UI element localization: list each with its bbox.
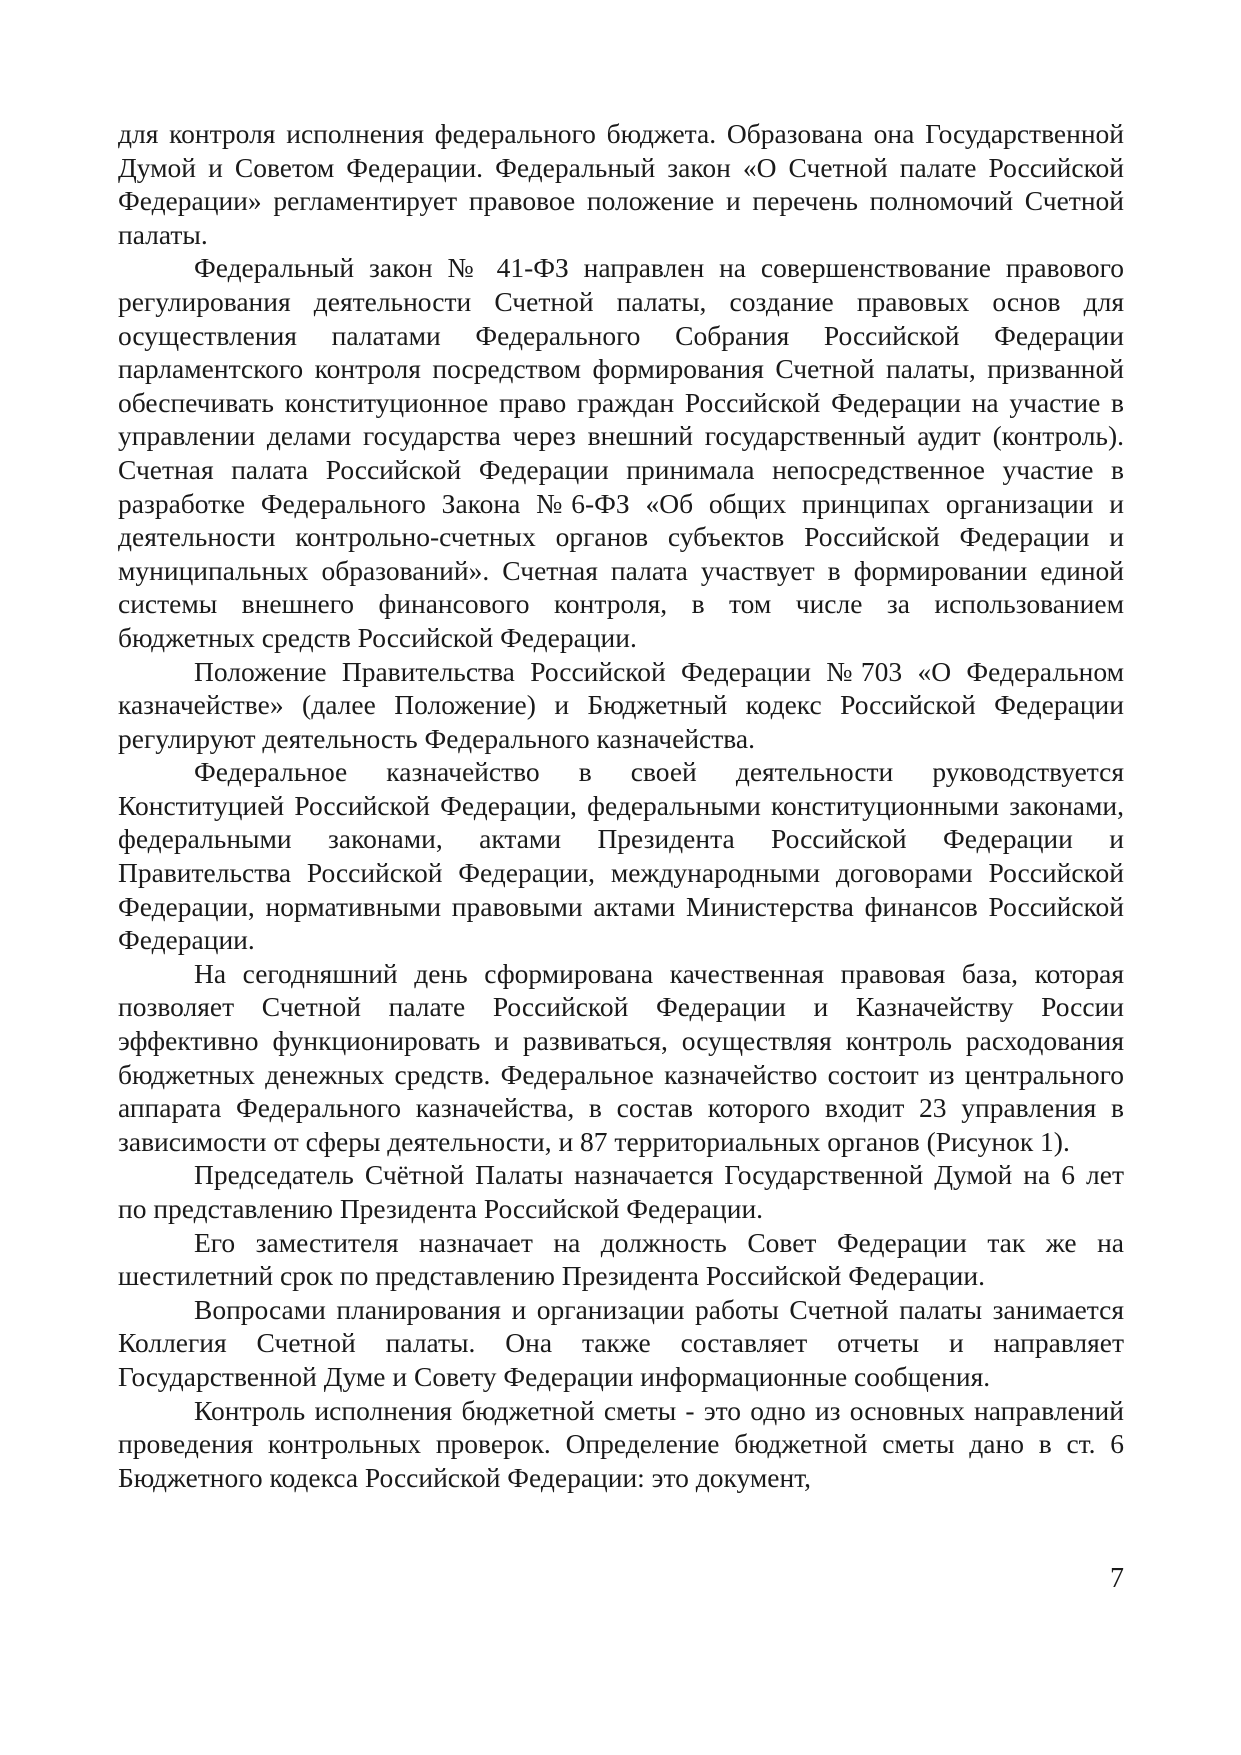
paragraph-4: Федеральное казначейство в своей деятельности руководствуется Конституцией Российской Федерации, федеральными конституционными законами, федеральными законами, актами Президента Российской Федерации и Правительства Российской Федерации, международными договорами Российской Федерации, нормативными правовыми актами Министерства финансов Российской Федерации. (118, 756, 1124, 956)
paragraph-7: Его заместителя назначает на должность Совет Федерации так же на шестилетний срок по представлению Президента Российской Федерации. (118, 1226, 1124, 1292)
paragraph-6: Председатель Счётной Палаты назначается Государственной Думой на 6 лет по представлению Президента Российской Федерации. (118, 1159, 1124, 1224)
paragraph-1: для контроля исполнения федерального бюджета. Образована она Государственной Думой и Советом Федерации. Федеральный закон «О Счетной палате Российской Федерации» регламентирует правовое положение и перечень полномочий Счетной палаты. (118, 118, 1124, 250)
paragraph-3: Положение Правительства Российской Федерации №703 «О Федеральном казначействе» (далее Положение) и Бюджетный кодекс Российской Федерации регулируют деятельность Федерального казначейства. (118, 655, 1124, 754)
paragraph-8: Вопросами планирования и организации работы Счетной палаты занимается Коллегия Счетной палаты. Она также составляет отчеты и направляет Государственной Думе и Совету Федерации информационные сообщения. (118, 1293, 1124, 1392)
page-number: 7 (1110, 1563, 1124, 1594)
paragraph-2: Федеральный закон № 41-ФЗ направлен на совершенствование правового регулирования деятельности Счетной палаты, создание правовых основ для осуществления палатами Федерального Собрания Российской Федерации парламентского контроля посредством формирования Счетной палаты, призванной обеспечивать конституционное право граждан Российской Федерации на участие в управлении делами государства через внешний государственный аудит (контроль). Счетная палата Российской Федерации принимала непосредственное участие в разработке Федерального Закона №6-ФЗ «Об общих принципах организации и деятельности контрольно-счетных органов субъектов Российской Федерации и муниципальных образований». Счетная палата участвует в формировании единой системы внешнего финансового контроля, в том числе за использованием бюджетных средств Российской Федерации. (118, 252, 1124, 653)
paragraph-9: Контроль исполнения бюджетной сметы - это одно из основных направлений проведения контрольных проверок. Определение бюджетной сметы дано в ст. 6 Бюджетного кодекса Российской Федерации: это документ, (118, 1394, 1124, 1493)
document-body (118, 117, 1124, 1494)
paragraph-5: На сегодняшний день сформирована качественная правовая база, которая позволяет Счетной палате Российской Федерации и Казначейству России эффективно функционировать и развиваться, осуществляя контроль расходования бюджетных денежных средств. Федеральное казначейство состоит из центрального аппарата Федерального казначейства, в состав которого входит 23 управления в зависимости от сферы деятельности, и 87 территориальных органов (Рисунок 1). (118, 957, 1124, 1157)
